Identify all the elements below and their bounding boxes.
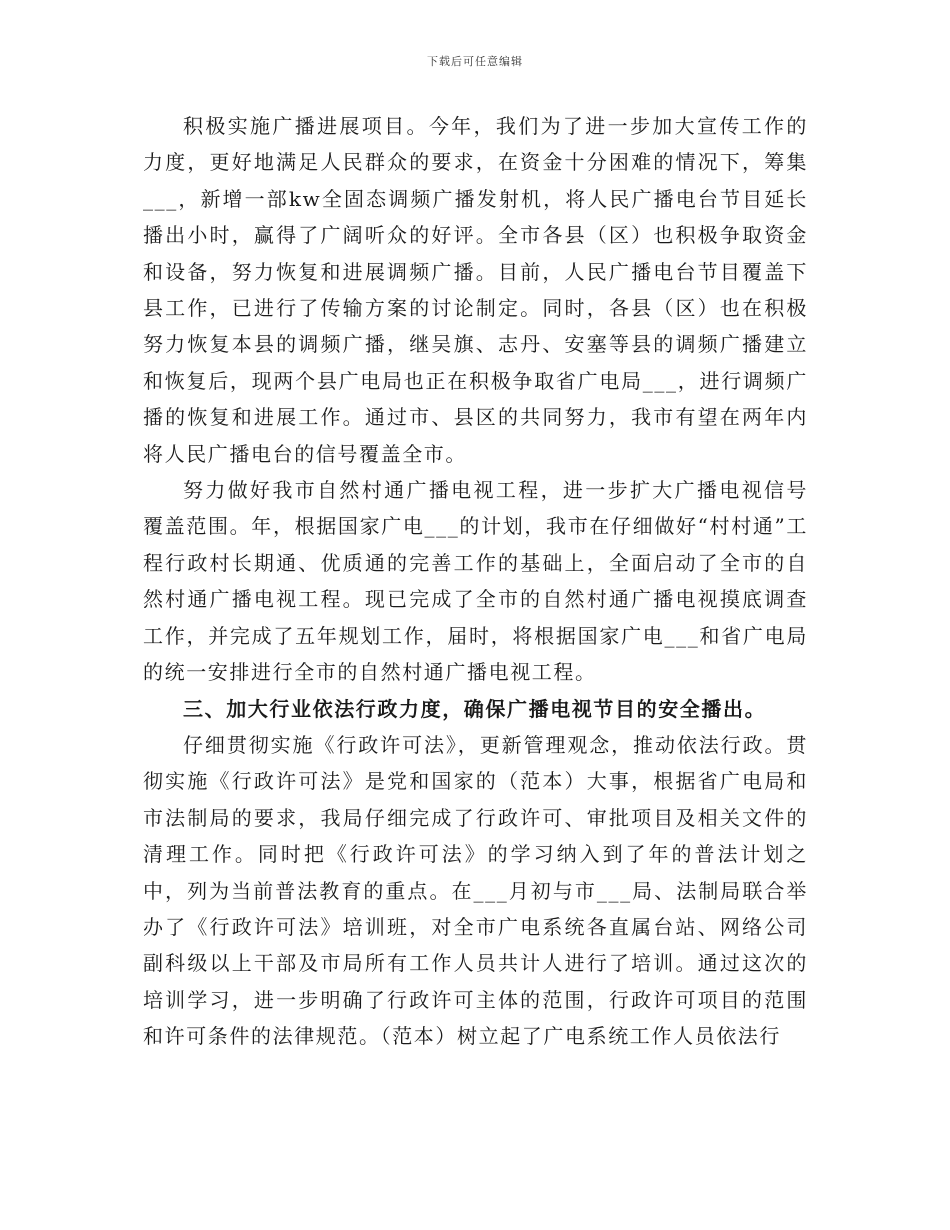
document-body — [143, 108, 808, 1055]
section-heading: 三、加大行业依法行政力度，确保广播电视节目的安全播出。 — [183, 696, 767, 721]
paragraph-administrative-license: 仔细贯彻实施《行政许可法》，更新管理观念，推动依法行政。贯彻实施《行政许可法》是党和国家的（范本）大事，根据省广电局和市法制局的要求，我局仔细完成了行政许可、审批项目及相关文件的清理工作。同时把《行政许可法》的学习纳入到了年的普法计划之中，列为当前普法教育的重点。在___月初与市___局、法制局联合举办了《行政许可法》培训班，对全市广电系统各直属台站、网络公司副科级以上干部及市局所有工作人员共计人进行了培训。通过这次的培训学习，进一步明确了行政许可主体的范围，行政许可项目的范围和许可条件的法律规范。（范本）树立起了广电系统工作人员依法行 — [143, 732, 808, 1049]
paragraph-broadcast-development: 积极实施广播进展项目。今年，我们为了进一步加大宣传工作的力度，更好地满足人民群众的要求，在资金十分困难的情况下，筹集___，新增一部kw全固态调频广播发射机，将人民广播电台节目延长播出小时，赢得了广阔听众的好评。全市各县（区）也积极争取资金和设备，努力恢复和进展调频广播。目前，人民广播电台节目覆盖下县工作，已进行了传输方案的讨论制定。同时，各县（区）也在积极努力恢复本县的调频广播，继吴旗、志丹、安塞等县的调频广播建立和恢复后，现两个县广电局也正在积极争取省广电局___，进行调频广播的恢复和进展工作。通过市、县区的共同努力，我市有望在两年内将人民广播电台的信号覆盖全市。 — [143, 114, 808, 466]
paragraph-village-coverage: 努力做好我市自然村通广播电视工程，进一步扩大广播电视信号覆盖范围。年，根据国家广电___的计划，我市在仔细做好“村村通”工程行政村长期通、优质通的完善工作的基础上，全面启动了全市的自然村通广播电视工程。现已完成了全市的自然村通广播电视摸底调查工作，并完成了五年规划工作，届时，将根据国家广电___和省广电局的统一安排进行全市的自然村通广播电视工程。 — [143, 478, 808, 685]
page-header: 下载后可任意编辑 — [427, 55, 523, 68]
